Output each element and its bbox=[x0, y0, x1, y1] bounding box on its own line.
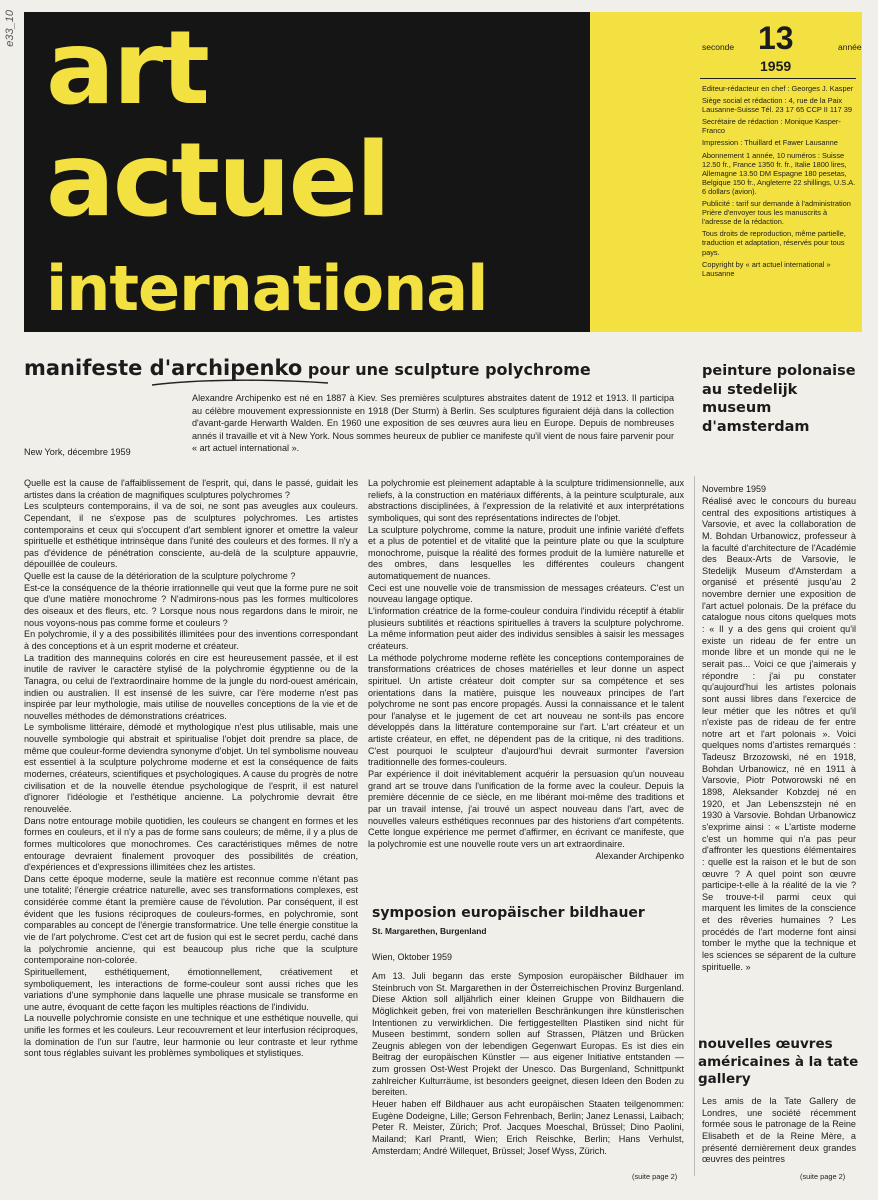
margin-note: e33_10 bbox=[4, 10, 16, 47]
paragraph: L'information créatrice de la forme-couleur conduira l'individu réceptif à établir plusieurs subtilités et réactions spirituelles à travers la sculpture polychrome. La même information peut aider des individus sensibles à saisir les messages créateurs. bbox=[368, 606, 684, 651]
paragraph: Par expérience il doit inévitablement acquérir la persuasion qu'un nouveau grand art se trouve dans l'unification de la forme avec la couleur. Depuis la première décennie de ce siècle, en me libérant moi-même des traditions et par un travail intense, j'ai trouvé un aspect nouveau dans l'art, avec de nouvelles valeurs esthétiques reconnues par des historiens d'art compétents. Cette longue expérience me permet d'affirmer, en écrivant ce manifeste, que la polychromie est une nouvelle route vers un art extraordinaire. bbox=[368, 769, 684, 849]
signature: Alexander Archipenko bbox=[595, 850, 684, 861]
symposion-title: symposion europäischer bildhauer bbox=[372, 905, 645, 921]
paragraph: La méthode polychrome moderne reflète les conceptions contemporaines de transformations créatrices de choses matérielles et leur donne un aspect spirituel. Un artiste créateur doit compter sur sa compétence et ses orientations dans la matière, puisque les nouveaux principes de l'art polychrome ne sont pas encore propagés. Aussi la connaissance et le talent pour l'analyse et le jugement de cet art nouveau ne sont-ils pas encore développés dans la littérature contemporaine sur l'art. L'art créateur et un artiste créateur, en effet, ne dépendent pas de la critique, ni des traditions. C'est pourquoi le sculpteur d'aujourd'hui devrait surmonter l'aversion traditionnelle des formes-couleurs. bbox=[368, 652, 684, 768]
logo-actuel: actuel bbox=[46, 121, 389, 240]
imprint-line: Tous droits de reproduction, même partielle, traduction et adaptation, réservés pour tous pays. bbox=[702, 229, 846, 257]
paragraph: Le symbolisme littéraire, démodé et mythologique n'est plus utilisable, mais une nouvelle symbologie qui abstrait et spiritualise l'objet doit prendre sa place, de même que couleur-forme deviendra synonyme d'objet. Un tel symbolisme nouveau est essentiel à la sculpture polychrome moderne et est la conséquence de faits modernes, créateurs, scientifiques et psychologiques. A cause du progrès de notre civilisation et de la nouvelle étendue psychologique de l'esprit, il est naturel d'ignorer l'idéologie et l'esthétique ancienne. La polychromie devrait être renouvelée. bbox=[24, 722, 358, 814]
imprint-line: Impression : Thuillard et Fawer Lausanne bbox=[702, 138, 838, 148]
symposion-subtitle: St. Margarethen, Burgenland bbox=[372, 926, 487, 936]
paragraph: Dans cette époque moderne, seule la matière est reconnue comme n'étant pas une totalité; l'énergie créatrice naturelle, avec ses transformations complexes, est considérée comme étant la première cause de l'évolution. Par conséquent, il est évident que les fusions réciproques de couleurs-formes, en polychromie, sont comparables au concept de l'énergie transformatrice. Une telle énergie constitue la vie de l'art polychrome. C'est cet art de fusion qui est le secret perdu, caché dans la polychromie ancienne, qui est beaucoup plus riche que la sculpture contemporaine non-colorée. bbox=[24, 873, 358, 966]
paragraph: Am 13. Juli begann das erste Symposion europäischer Bildhauer im Steinbruch von St. Margarethen in der Österreichischen Provinz Burgenland. Diese Aktion soll alljährlich einer kleinen Gruppe von Bildhauern die Möglichkeit geben, frei von materiellen Beschränkungen ihre künstlerischen Intentionen zu verwirklichen. Die fertiggestellten Plastiken sind nicht für Museen bestimmt, sondern sollen auf Strassen, Plätzen und Brücken Zeugnis ablegen von der lebendigen Gegenwart Europas. Es ist dies ein Beitrag der europäischen Künstler — aus eigener Initiative entstanden — zum grossen Ost-West Projekt der Unesco. Das Burgenland, Schnittpunkt zahlreicher Kulturräume, ist besonders geeignet, diesen Ideen den Boden zu bereiten. bbox=[372, 971, 684, 1098]
intro-text: Alexandre Archipenko est né en 1887 à Kiev. Ses premières sculptures abstraites datent de 1912 et 1913. Il participa au célèbre mouvement expressionniste en 1918 (Der Sturm) à Berlin. Ses sculptures figuraient déjà dans la collection d'avant-garde Herwarth Walden. En 1960 une exposition de ses œuvres aura lieu en Europe. Depuis de nombreuses annés il travaille et vit à New York. Nous sommes heureux de publier ce manifeste qu'il vient de nous faire parvenir pour « art actuel international ». bbox=[192, 393, 674, 453]
polish-painting-title: peinture polonaise au stedelijk museum d'amsterdam bbox=[702, 363, 856, 435]
tate-gallery-continued: (suite page 2) bbox=[800, 1172, 846, 1181]
issue-number: 13 bbox=[758, 20, 794, 56]
imprint-line: Abonnement 1 année, 10 numéros : Suisse 12.50 fr., France 1350 fr. fr., Italie 1800 lires, Allemagne 13.50 DM Espagne 180 pesetas, Belgique 150 fr., Angleterre 22 shillings, U.S.A. 6 dollars (avion). bbox=[702, 150, 856, 196]
paragraph: La tradition des mannequins colorés en cire est heureusement passée, et il est inutile de raviver le caractère stylisé de la polychromie égyptienne ou de la Tanagra, ou celui de l'extraordinaire homme de la jungle du nord-ouest américain, indien ou australien. Il est insensé de les suivre, car l'ère moderne n'est pas inspirée par leur mythologie, mais utilise de nouvelles conceptions de la vie et de nouvelles méthodes de démonstrations créatrices. bbox=[24, 652, 358, 721]
imprint-line: Editeur-rédacteur en chef : Georges J. Kasper bbox=[702, 84, 854, 93]
column-divider bbox=[694, 476, 695, 1176]
paragraph: La sculpture polychrome, comme la nature, produit une infinie variété d'effets et a plus de potentiel et de vitalité que la peinture plate ou que la sculpture monochrome, puisque la réalité des formes produit de la lumière naturelle et des ombres, dans lesquelles les différentes couleurs changent automatiquement de nuances. bbox=[368, 524, 684, 582]
dateline: New York, décembre 1959 bbox=[24, 447, 131, 457]
paragraph: Spirituellement, esthétiquement, émotionnellement, créativement et symboliquement, les interactions de forme-couleur sont aussi riches que les variations d'une symphonie dans laquelle une phrase musicale se transforme en une autre, évoquant de cette façon les multiples réactions de l'individu. bbox=[24, 966, 358, 1012]
symposion-body bbox=[372, 971, 684, 1171]
paragraph: La nouvelle polychromie consiste en une technique et une esthétique nouvelle, qui unifie les formes et les couleurs. Leur recouvrement et leur interfusion réciproques, la domination de l'un sur l'autre, leur harmonie ou leur contraste et leur rythme sont tous réglables suivant les problèmes symboliques et stylistiques. bbox=[24, 1013, 358, 1059]
article-column-1 bbox=[24, 478, 358, 1184]
logo-international: international bbox=[46, 252, 488, 325]
tate-gallery-title: nouvelles œuvres américaines à la tate gallery bbox=[698, 1036, 859, 1087]
polish-painting-body: Réalisé avec le concours du bureau central des expositions artistiques à Varsovie, et avec la collaboration de M. Bohdan Urbanowicz, professeur à la faculté d'architecture de l'Académie des Beaux-Arts de Varsovie, le Stedelijk Museum d'Amsterdam a organisé et présenté jusqu'au 2 novembre dernier une exposition de l'art actuel polonais. De la préface du catalogue nous citons quelques mots : « Il y a des gens qui croient qu'il existe un rideau de fer entre un monde libre et un monde qui ne le serait pas... Voici ce que j'aimerais y répondre : j'ai pu constater qu'aujourd'hui les artistes polonais sont aussi libres dans l'exercice de leur métier que les nôtres et qu'il n'existe pas de rideau de fer entre notre art et l'art polonais ». Voici quelques noms d'artistes remarqués : Tadeusz Brzozowski, né en 1918, Bohdan Urbanowicz, né en 1911 à Varsovie, Piotr Potworowski né en 1898, Aleksander Kobzdej né en 1920, et Jan Lebenszstejn né en 1930 à Varsovie. Bohdan Urbanowicz s'exprime ainsi : « L'artiste moderne c'est un homme qui n'a pas peur d'affronter les questions élémentaires : quelle est la raison et le but de son œuvre ? A quel point son œuvre participe-t-elle à la réalité de la vie ? Se trouve-t-il parmi ceux qui marquent les limites de la conscience et des rêveries humaines ? Les procédés de l'art moderne font ainsi tomber le mythe que la technique et les sciences se séparent de la culture spirituelle. » bbox=[702, 496, 856, 972]
imprint-line: Siège social et rédaction : 4, rue de la Paix Lausanne-Suisse Tél. 23 17 65 CCP II 117 39 bbox=[702, 96, 852, 115]
paragraph: La polychromie est pleinement adaptable à la sculpture tridimensionnelle, aux reliefs, à la construction en matériaux différents, à la peinture sculpturale, aux abstractions disciplinées, à l'expression de la relativité et aux interprétations symboliques, qui sont des représentations indirectes de l'objet. bbox=[368, 478, 684, 523]
paragraph: Est-ce la conséquence de la théorie irrationnelle qui veut que la forme pure ne soit que d'une matière monochrome ? N'admirons-nous pas les formes multicolores des oiseaux et des fleurs, etc. ? Lorsque nous nous regardons dans le miroir, ne nous voyons-nous pas comme forme et couleurs ? bbox=[24, 582, 358, 628]
symposion-date: Wien, Oktober 1959 bbox=[372, 952, 453, 962]
imprint-line: Copyright by « art actuel international » Lausanne bbox=[702, 259, 831, 278]
paragraph: Quelle est la cause de l'affaiblissement de l'esprit, qui, dans le passé, guidait les artistes dans la création de magnifiques sculptures polychromes ? bbox=[24, 478, 358, 500]
issue-rule bbox=[700, 78, 856, 79]
paragraph: Dans notre entourage mobile quotidien, les couleurs se changent en formes et les formes en couleurs, et il n'y a pas de forme sans couleurs; de même, il y a plus de formes multicolores que monochromes. Ces caractéristiques mêmes de notre entourage devraient finalement provoquer des possibilités de création, d'expériences et d'expressions illimitées chez les artistes. bbox=[24, 815, 358, 873]
paragraph: Les sculpteurs contemporains, il va de soi, ne sont pas aveugles aux couleurs. Cependant, il ne s'expose pas de sculptures polychromes. Les artistes contemporains et ceux qui s'occupent d'art semblent ignorer et omettre la valeur spirituelle et esthétique intrinsèque dans l'unité des couleurs et des formes. Il n'y a pas d'évidence de pénétration consciente, au-delà de la sculpture appauvrie, dépouillée de couleurs. bbox=[24, 501, 358, 570]
imprint-line: Publicité : tarif sur demande à l'administration Prière d'envoyer tous les manuscrits à l'adresse de la rédaction. bbox=[702, 199, 851, 227]
paragraph: Heuer haben elf Bildhauer aus acht europäischen Staaten teilgenommen: Eugène Dodeigne, Lille; Gerson Fehrenbach, Berlin; Janez Lenassi, Laibach; Peter R. Meister, Zürich; Prof. Jacques Moeschal, Brüssel; Dino Paolini, Mailand; Karl Prantl, Wien; Erich Reischke, Berlin; Hans Verhulst, Amsterdam; André Willequet, Brüssel; Josef Wyss, Zürich. bbox=[372, 1099, 684, 1156]
logo-art: art bbox=[46, 9, 208, 128]
tate-gallery-body: Les amis de la Tate Gallery de Londres, une société récemment formée sous le patronage de la Reine Elisabeth et de la Reine Mère, a présenté dernièrement deux grandes œuvres des peintres bbox=[702, 1096, 856, 1165]
symposion-continued: (suite page 2) bbox=[632, 1172, 678, 1181]
article-column-2 bbox=[368, 478, 684, 890]
headline-sub: pour une sculpture polychrome bbox=[307, 360, 591, 379]
headline-main: manifeste d'archipenko bbox=[24, 356, 303, 380]
issue-seconde: seconde bbox=[702, 42, 735, 52]
issue-year: 1959 bbox=[760, 58, 792, 74]
paragraph: Quelle est la cause de la détérioration de la sculpture polychrome ? bbox=[24, 571, 296, 582]
imprint bbox=[702, 84, 856, 281]
imprint-line: Secrétaire de rédaction : Monique Kasper-Franco bbox=[702, 117, 841, 136]
issue-annee: année bbox=[838, 42, 862, 52]
paragraph: En polychromie, il y a des possibilités illimitées pour des inventions correspondant à des conceptions et à un esprit moderne et créateur. bbox=[24, 629, 358, 651]
polish-painting-date: Novembre 1959 bbox=[702, 484, 767, 494]
paragraph: Ceci est une nouvelle voie de transmission de messages créateurs. C'est un nouveau langage optique. bbox=[368, 582, 684, 605]
headline-underline bbox=[150, 375, 330, 389]
